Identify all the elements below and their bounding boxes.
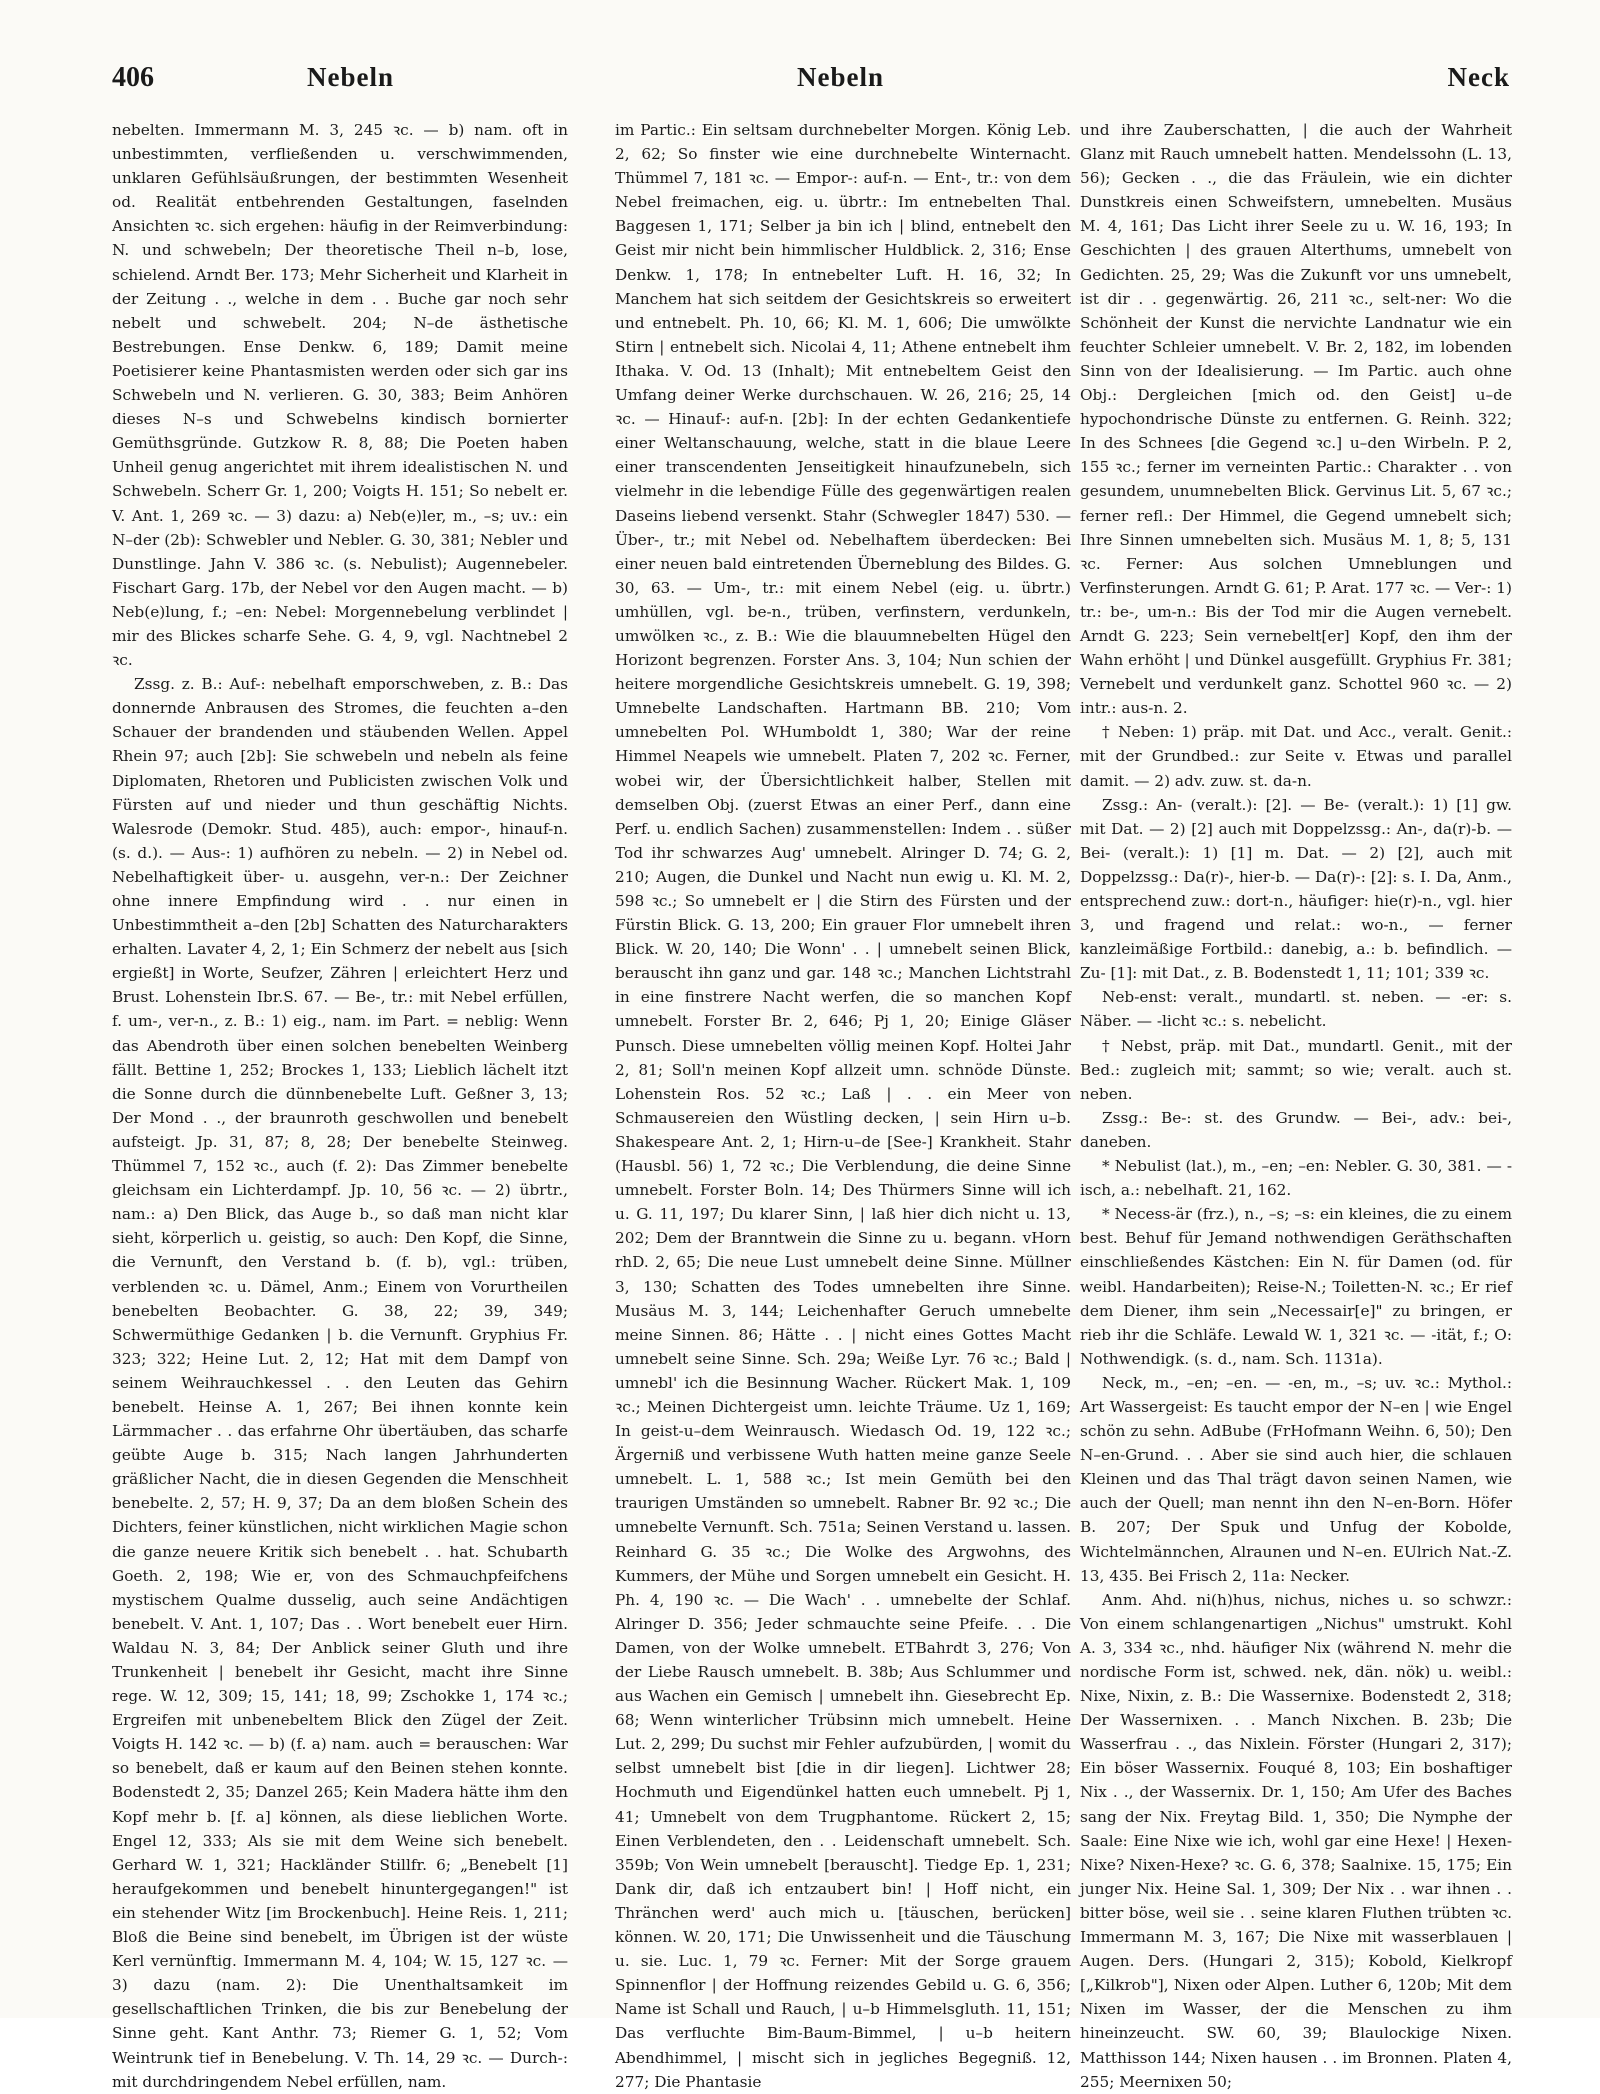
paragraph: Neb-enst: veralt., mundartl. st. neben. — -er: s. Näber. — -licht ꝛc.: s. nebelicht. — [1080, 988, 1512, 1031]
column-right — [1080, 118, 1512, 2091]
paragraph: * Nebulist (lat.), m., –en; –en: Nebler. G. 30, 381. — -isch, a.: nebelhaft. 21, 162. — [1080, 1157, 1512, 1200]
text-columns — [112, 118, 1512, 2091]
paragraph: Zssg.: Be-: st. des Grundw. — Bei-, adv.: bei-, daneben. — [1080, 1108, 1512, 1151]
running-head-right: Neck — [1447, 62, 1510, 92]
paragraph: Zssg.: An- (veralt.): [2]. — Be- (veralt.): 1) [1] gw. mit Dat. — 2) [2] auch mit Doppelzssg.: An-, da(r)-b. — Bei- (veralt.): 1) [1] m. Dat. — 2) [2], auch mit Doppelzssg.: Da(r)-, hier-b. — Da(r)-: [2]: s. I. Da, Anm., entsprechend zuw.: dort-n., häufiger: hie(r)-n., vgl. hier 3, und fragend und relat.: wo-n., — ferner kanzleimäßige Fortbild.: danebig, a.: b. befindlich. — Zu- [1]: mit Dat., z. B. Bodenstedt 1, 11; 101; 339 ꝛc. — [1080, 795, 1512, 983]
paragraph: † Nebst, präp. mit Dat., mundartl. Genit., mit der Bed.: zugleich mit; sammt; so wie; veralt. auch st. neben. — [1080, 1036, 1512, 1103]
paragraph: * Necess-är (frz.), n., –s; –s: ein kleines, die zu einem best. Behuf für Jemand nothwendigen Geräthschaften einschließendes Kästchen: Ein N. für Damen (od. für weibl. Handarbeiten); Reise-N.; Toiletten-N. ꝛc.; Er rief dem Diener, ihm sein „Necessair[e]" zu bringen, er rieb ihr die Schläfe. Lewald W. 1, 321 ꝛc. — -ität, f.; O: Nothwendigk. (s. d., nam. Sch. 1131a). — [1080, 1205, 1512, 1368]
page-header — [112, 62, 1510, 102]
column-middle — [615, 118, 1071, 2091]
paragraph: im Partic.: Ein seltsam durchnebelter Morgen. König Leb. 2, 62; So finster wie eine durchnebelte Winternacht. Thümmel 7, 181 ꝛc. — Empor-: auf-n. — Ent-, tr.: von dem Nebel freimachen, eig. u. übrtr.: Im entnebelten Thal. Baggesen 1, 171; Selber ja bin ich | blind, entnebelt den Geist mir nicht bein himmlischer Huldblick. 2, 316; Ense Denkw. 1, 178; In entnebelter Luft. H. 16, 32; In Manchem hat sich seitdem der Gesichtskreis so erweitert und entnebelt. Ph. 10, 66; Kl. M. 1, 606; Die umwölkte Stirn | entnebelt sich. Nicolai 4, 11; Athene entnebelt ihm Ithaka. V. Od. 13 (Inhalt); Mit entnebeltem Geist den Umfang deiner Werke durchschauen. W. 26, 216; 25, 14 ꝛc. — Hinauf-: auf-n. [2b]: In der echten Gedankentiefe einer Weltanschauung, welche, statt in die blaue Leere einer transcendenten Jenseitigkeit hinaufzunebeln, sich vielmehr in die lebendige Fülle des gegenwärtigen realen Daseins liebend versenkt. Stahr (Schwegler 1847) 530. — Über-, tr.; mit Nebel od. Nebelhaftem überdecken: Bei einer neuen bald eintretenden Überneblung des Bildes. G. 30, 63. — Um-, tr.: mit einem Nebel (eig. u. übrtr.) umhüllen, vgl. be-n., trüben, verfinstern, verdunkeln, umwölken ꝛc., z. B.: Wie die blauumnebelten Hügel den Horizont begrenzen. Forster Ans. 3, 104; Nun schien der heitere morgendliche Gesichtskreis umnebelt. G. 19, 398; Umnebelte Landschaften. Hartmann BB. 210; Vom umnebelten Pol. WHumboldt 1, 380; War der reine Himmel Neapels wie umnebelt. Platen 7, 202 ꝛc. Ferner, wobei wir, der Übersichtlichkeit halber, Stellen mit demselben Obj. (zuerst Etwas an einer Perf., dann eine Perf. u. endlich Sachen) zusammenstellen: Indem . . süßer Tod ihr schwarzes Aug' umnebelt. Alringer D. 74; G. 2, 210; Augen, die Dunkel und Nacht nun ewig u. Kl. M. 2, 598 ꝛc.; So umnebelt er | die Stirn des Fürsten und der Fürstin Blick. G. 13, 200; Ein grauer Flor umnebelt ihren Blick. W. 20, 140; Die Wonn' . . | umnebelt seinen Blick, berauscht ihn ganz und gar. 148 ꝛc.; Manchen Lichtstrahl in eine finstrere Nacht werfen, die so manchen Kopf umnebelt. Forster Br. 2, 646; Pj 1, 20; Einige Gläser Punsch. Diese umnebelten völlig meinen Kopf. Holtei Jahr 2, 81; Soll'n meinen Kopf allzeit umn. schnöde Dünste. Lohenstein Ros. 52 ꝛc.; Laß | . . ein Meer von Schmausereien den Wüstling decken, | sein Hirn u–b. Shakespeare Ant. 2, 1; Hirn-u–de [See-] Krankheit. Stahr (Hausbl. 56) 1, 72 ꝛc.; Die Verblendung, die deine Sinne umnebelt. Forster Boln. 14; Des Thürmers Sinne will ich u. G. 11, 197; Du klarer Sinn, | laß hier dich nicht u. 13, 202; Dem der Branntwein die Sinne zu u. begann. vHorn rhD. 2, 65; Die neue Lust umnebelt deine Sinne. Müllner 3, 130; Schatten des Todes umnebelten ihre Sinne. Musäus M. 3, 144; Leichenhafter Geruch umnebelte meine Sinnen. 86; Hätte . . | nicht eines Gottes Macht umnebelt seine Sinne. Sch. 29a; Weiße Lyr. 76 ꝛc.; Bald | umnebl' ich die Besinnung Wacher. Rückert Mak. 1, 109 ꝛc.; Meinen Dichtergeist umn. leichte Träume. Uz 1, 169; In geist-u–dem Weinrausch. Wiedasch Od. 19, 122 ꝛc.; Ärgerniß und verbissene Wuth hatten meine ganze Seele umnebelt. L. 1, 588 ꝛc.; Ist mein Gemüth bei den traurigen Umständen so umnebelt. Rabner Br. 92 ꝛc.; Die umnebelte Vernunft. Sch. 751a; Seinen Verstand u. lassen. Reinhard G. 35 ꝛc.; Die Wolke des Argwohns, des Kummers, der Mühe und Sorgen umnebelt ein Gesicht. H. Ph. 4, 190 ꝛc. — Die Wach' . . umnebelte der Schlaf. Alringer D. 356; Jeder schmauchte seine Pfeife. . . Die Damen, von der Wolke umnebelt. ETBahrdt 3, 276; Von der Liebe Rausch umnebelt. B. 38b; Aus Schlummer und aus Wachen ein Gemisch | umnebelt ihn. Giesebrecht Ep. 68; Wenn winterlicher Trübsinn mich umnebelt. Heine Lut. 2, 299; Du suchst mir Fehler aufzubürden, | womit du selbst umnebelt bist [die in dir liegen]. Lichtwer 28; Hochmuth und Eigendünkel hatten euch umnebelt. Pj 1, 41; Umnebelt von dem Trugphantome. Rückert 2, 15; Einen Verblendeten, den . . Leidenschaft umnebelt. Sch. 359b; Von Wein umnebelt [berauscht]. Tiedge Ep. 1, 231; Dank dir, daß ich entzaubert bin! | Hoff nicht, ein Thränchen werd' auch mich u. [täuschen, berücken] können. W. 20, 171; Die Unwissenheit und die Täuschung u. sie. Luc. 1, 79 ꝛc. Ferner: Mit der Sorge grauem Spinnenflor | der Hoffnung reizendes Gebild u. G. 6, 356; Name ist Schall und Rauch, | u–b Himmelsgluth. 11, 151; Das verfluchte Bim-Baum-Bimmel, | u–b heitern Abendhimmel, | mischt sich in jegliches Begegniß. 12, 277; Die Phantasie — [615, 121, 1071, 2091]
paragraph: und ihre Zauberschatten, | die auch der Wahrheit Glanz mit Rauch umnebelt hatten. Mendelssohn (L. 13, 56); Gecken . ., die das Fräulein, wie ein dichter Dunstkreis einen Schweifstern, umnebelten. Musäus M. 4, 161; Das Licht ihrer Seele zu u. W. 16, 193; In Geschichten | des grauen Alterthums, umnebelt von Gedichten. 25, 29; Was die Zukunft vor uns umnebelt, ist dir . . gegenwärtig. 26, 211 ꝛc., selt-ner: Wo die Schönheit der Kunst die nervichte Landnatur wie ein feuchter Schleier umnebelt. V. Br. 2, 182, im lobenden Sinn von der Idealisierung. — Im Partic. auch ohne Obj.: Dergleichen [mich od. den Geist] u–de hypochondrische Dünste zu entfernen. G. Reinh. 322; In des Schnees [die Gegend ꝛc.] u–den Wirbeln. P. 2, 155 ꝛc.; ferner im verneinten Partic.: Charakter . . von gesundem, unumnebelten Blick. Gervinus Lit. 5, 67 ꝛc.; ferner refl.: Der Himmel, die Gegend umnebelt sich; Ihre Sinnen umnebelten sich. Musäus M. 1, 8; 5, 131 ꝛc. Ferner: Aus solchen Umneblungen und Verfinsterungen. Arndt G. 61; P. Arat. 177 ꝛc. — Ver-: 1) tr.: be-, um-n.: Bis der Tod mir die Augen vernebelt. Arndt G. 223; Sein vernebelt[er] Kopf, den ihm der Wahn erhöht | und Dünkel ausgefüllt. Gryphius Fr. 381; Vernebelt und verdunkelt ganz. Schottel 960 ꝛc. — 2) intr.: aus-n. 2. — [1080, 121, 1512, 718]
paragraph: Neck, m., –en; –en. — -en, m., –s; uv. ꝛc.: Mythol.: Art Wassergeist: Es taucht empor der N–en | wie Engel schön zu sehn. AdBube (FrHofmann Weihn. 6, 50); Den N–en-Grund. . . Aber sie sind auch hier, die schlauen Kleinen und das Thal trägt davon seinen Namen, wie auch der Quell; man nennt ihn den N–en-Born. Höfer B. 207; Der Spuk und Unfug der Kobolde, Wichtelmännchen, Alraunen und N–en. EUlrich Nat.-Z. 13, 435. Bei Frisch 2, 11a: Necker. — [1080, 1373, 1512, 1585]
paragraph: Zssg. z. B.: Auf-: nebelhaft emporschweben, z. B.: Das donnernde Anbrausen des Stromes, die feuchten a–den Schauer der brandenden und stäubenden Wellen. Appel Rhein 97; auch [2b]: Sie schwebeln und nebeln als feine Diplomaten, Rhetoren und Publicisten zwischen Volk und Fürsten auf und nieder und thun geschäftig Nichts. Walesrode (Demokr. Stud. 485), auch: empor-, hinauf-n. (s. d.). — Aus-: 1) aufhören zu nebeln. — 2) in Nebel od. Nebelhaftigkeit über- u. ausgehn, ver-n.: Der Zeichner ohne innere Empfindung wird . . nur einen in Unbestimmtheit a–den [2b] Schatten des Naturcharakters erhalten. Lavater 4, 2, 1; Ein Schmerz der nebelt aus [sich ergießt] in Worte, Seufzer, Zähren | erleichtert Herz und Brust. Lohenstein Ibr.S. 67. — Be-, tr.: mit Nebel erfüllen, f. um-, ver-n., z. B.: 1) eig., nam. im Part. = neblig: Wenn das Abendroth über einen solchen benebelten Weinberg fällt. Bettine 1, 252; Brockes 1, 133; Lieblich lächelt itzt die Sonne durch die dünnbenebelte Luft. Geßner 3, 13; Der Mond . ., der braunroth geschwollen und benebelt aufsteigt. Jp. 31, 87; 8, 28; Der benebelte Steinweg. Thümmel 7, 152 ꝛc., auch (f. 2): Das Zimmer benebelte gleichsam ein Lichterdampf. Jp. 10, 56 ꝛc. — 2) übrtr., nam.: a) Den Blick, das Auge b., so daß man nicht klar sieht, körperlich u. geistig, so auch: Den Kopf, die Sinne, die Vernunft, den Verstand b. (f. b), vgl.: trüben, verblenden ꝛc. u. Dämel, Anm.; Einem von Vorurtheilen benebelten Beobachter. G. 38, 22; 39, 349; Schwermüthige Gedanken | b. die Vernunft. Gryphius Fr. 323; 322; Heine Lut. 2, 12; Hat mit dem Dampf von seinem Weihrauchkessel . . den Leuten das Gehirn benebelt. Heinse A. 1, 267; Bei ihnen konnte kein Lärmmacher . . das erfahrne Ohr übertäuben, das scharfe geübte Auge b. 315; Nach langen Jahrhunderten gräßlicher Nacht, die in diesen Gegenden die Menschheit benebelte. 2, 57; H. 9, 37; Da an dem bloßen Schein des Dichters, feiner künstlichen, nicht wirklichen Magie schon die ganze neuere Kritik sich benebelt . . hat. Schubarth Goeth. 2, 198; Wie er, von des Schmauchpfeifchens mystischem Qualme dusselig, auch seine Andächtigen benebelt. V. Ant. 1, 107; Das . . Wort benebelt euer Hirn. Waldau N. 3, 84; Der Anblick seiner Gluth und ihre Trunkenheit | benebelt ihr Gesicht, macht ihre Sinne rege. W. 12, 309; 15, 141; 18, 99; Zschokke 1, 174 ꝛc.; Ergreifen mit unbenebeltem Blick den Zügel der Zeit. Voigts H. 142 ꝛc. — b) (f. a) nam. auch = berauschen: War so benebelt, daß er kaum auf den Beinen stehen konnte. Bodenstedt 2, 35; Danzel 265; Kein Madera hätte ihm den Kopf mehr b. [f. a] können, als diese lieblichen Worte. Engel 12, 333; Als sie mit dem Weine sich benebelt. Gerhard W. 1, 321; Hackländer Stillfr. 6; „Benebelt [1] heraufgekommen und benebelt hinuntergegangen!" ist ein stehender Witz [im Brockenbuch]. Heine Reis. 1, 211; Bloß die Beine sind benebelt, im Übrigen ist der wüste Kerl vernünftig. Immermann M. 4, 104; W. 15, 127 ꝛc. — 3) dazu (nam. 2): Die Unenthaltsamkeit im gesellschaftlichen Trinken, die bis zur Benebelung der Sinne geht. Kant Anthr. 73; Riemer G. 1, 52; Vom Weintrunk tief in Benebelung. V. Th. 14, 29 ꝛc. — Durch-: mit durchdringendem Nebel erfüllen, nam. — [112, 675, 568, 2091]
column-left — [112, 118, 568, 2091]
running-head-center: Nebeln — [797, 62, 884, 92]
running-head-left: Nebeln — [307, 62, 394, 92]
paragraph: Anm. Ahd. ni(h)hus, nichus, niches u. so schwzr.: Von einem schlangenartigen „Nichus" umstrukt. Kohl A. 3, 334 ꝛc., nhd. häufiger Nix (während N. mehr die nordische Form ist, schwed. nek, dän. nök) u. weibl.: Nixe, Nixin, z. B.: Die Wassernixe. Bodenstedt 2, 318; Der Wassernixen. . . Manch Nixchen. B. 23b; Die Wasserfrau . ., das Nixlein. Förster (Hungari 2, 317); Ein böser Wassernix. Fouqué 8, 103; Ein boshaftiger Nix . ., der Wassernix. Dr. 1, 150; Am Ufer des Baches sang der Nix. Freytag Bild. 1, 350; Die Nymphe der Saale: Eine Nixe wie ich, wohl gar eine Hexe! | Hexen-Nixe? Nixen-Hexe? ꝛc. G. 6, 378; Saalnixe. 15, 175; Ein junger Nix. Heine Sal. 1, 309; Der Nix . . war ihnen . . bitter böse, weil sie . . seine klaren Fluthen trübten ꝛc. Immermann M. 3, 167; Die Nixe mit wasserblauen | Augen. Ders. (Hungari 2, 315); Kobold, Kielkropf [„Kilkrob"], Nixen oder Alpen. Luther 6, 120b; Mit dem Nixen im Wasser, der die Menschen zu ihm hineinzeucht. SW. 60, 39; Blaulockige Nixen. Matthisson 144; Nixen hausen . . im Bronnen. Platen 4, 255; Meernixen 50; — [1080, 1590, 1512, 2091]
paragraph: nebelten. Immermann M. 3, 245 ꝛc. — b) nam. oft in unbestimmten, verfließenden u. verschwimmenden, unklaren Gefühlsäußrungen, der bestimmten Wesenheit od. Realität entbehrenden Gestaltungen, faselnden Ansichten ꝛc. sich ergehen: häufig in der Reimverbindung: N. und schwebeln; Der theoretische Theil n–b, lose, schielend. Arndt Ber. 173; Mehr Sicherheit und Klarheit in der Zeitung . ., welche in dem . . Buche gar noch sehr nebelt und schwebelt. 204; N–de ästhetische Bestrebungen. Ense Denkw. 6, 189; Damit meine Poetisierer keine Phantasmisten werden oder sich gar ins Schwebeln und N. verlieren. G. 30, 383; Beim Anhören dieses N–s und Schwebelns kindisch bornierter Gemüthsgründe. Gutzkow R. 8, 88; Die Poeten haben Unheil genug angerichtet mit ihrem idealistischen N. und Schwebeln. Scherr Gr. 1, 200; Voigts H. 151; So nebelt er. V. Ant. 1, 269 ꝛc. — 3) dazu: a) Neb(e)ler, m., –s; uv.: ein N–der (2b): Schwebler und Nebler. G. 30, 381; Nebler und Dunstlinge. Jahn V. 386 ꝛc. (s. Nebulist); Augennebeler. Fischart Garg. 17b, der Nebel vor den Augen macht. — b) Neb(e)lung, f.; –en: Nebel: Morgennebelung verblindet | mir des Blickes scharfe Sehe. G. 4, 9, vgl. Nachtnebel 2 ꝛc. — [112, 121, 568, 670]
page-number: 406 — [112, 62, 154, 93]
paragraph: † Neben: 1) präp. mit Dat. und Acc., veralt. Genit.: mit der Grundbed.: zur Seite v. Etwas und parallel damit. — 2) adv. zuw. st. da-n. — [1080, 723, 1512, 790]
